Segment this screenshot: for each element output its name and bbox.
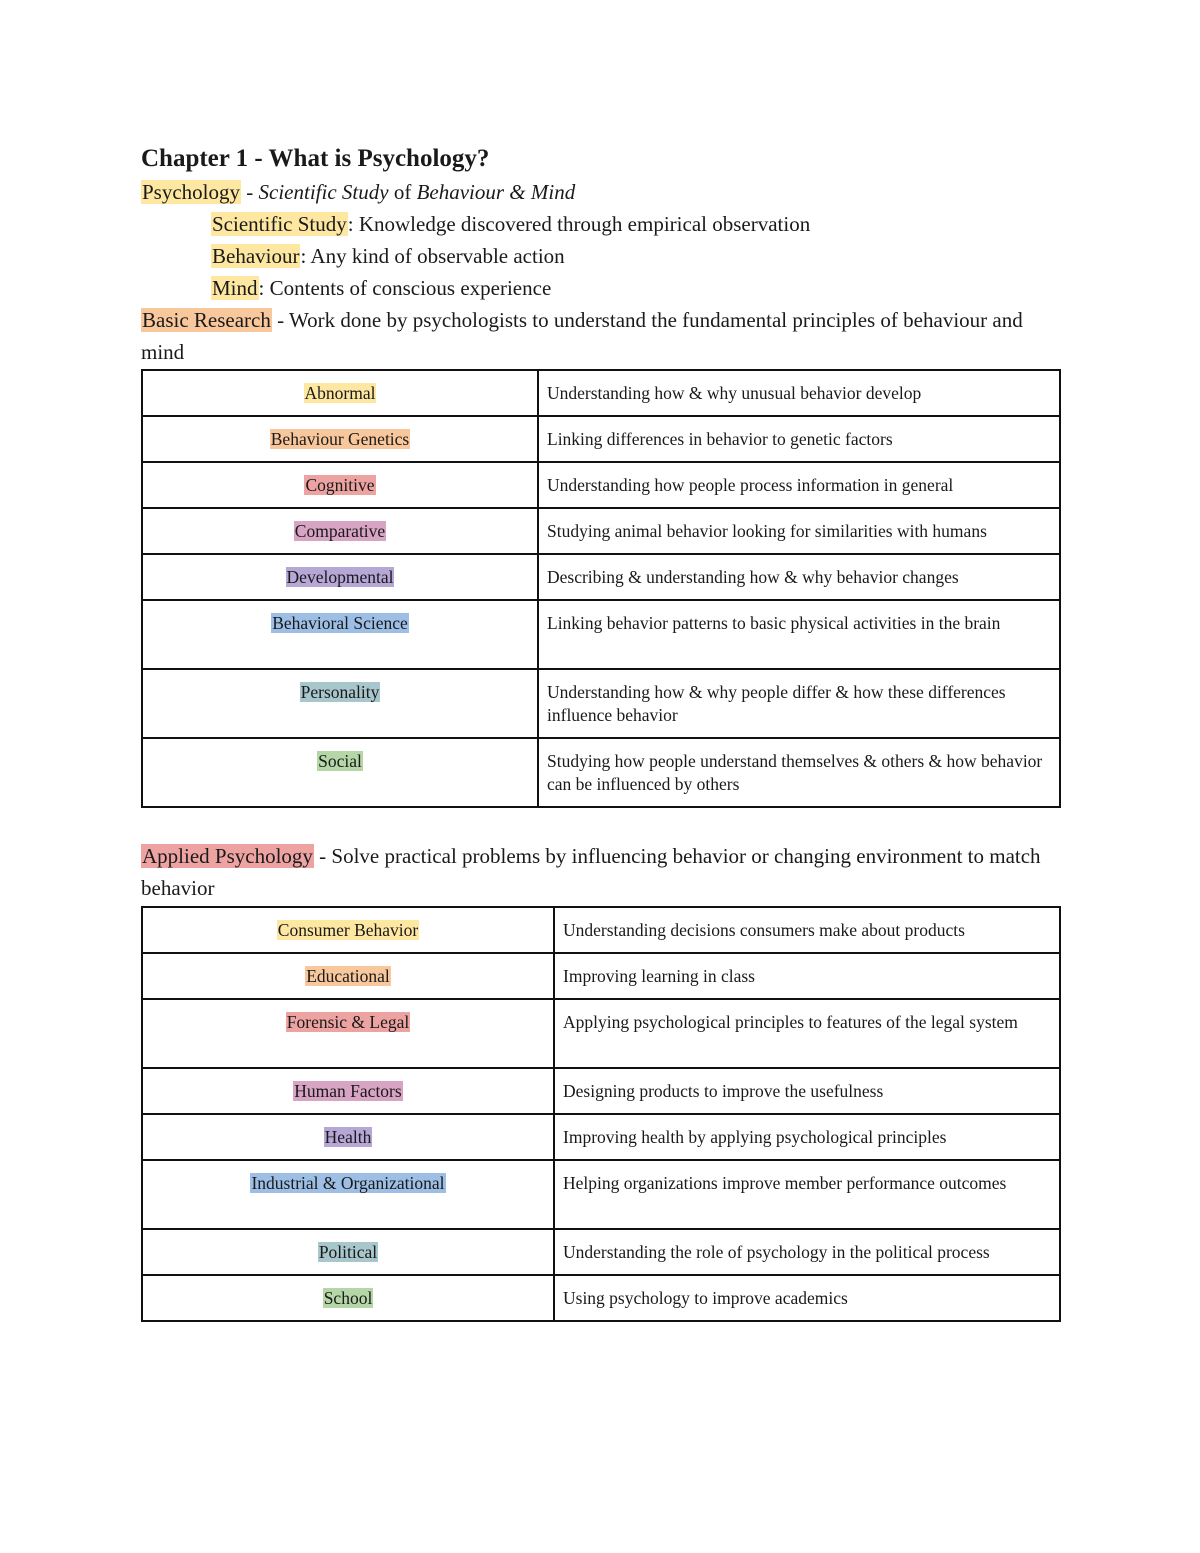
applied-psychology-heading (141, 840, 1061, 904)
table-cell-name (142, 508, 538, 554)
category-name: Health (324, 1127, 372, 1147)
chapter-title: Chapter 1 - What is Psychology? (141, 145, 490, 172)
basic-research-term-highlight: Basic Research (142, 308, 271, 332)
table-row (142, 1160, 1060, 1229)
table-cell-name (142, 999, 554, 1068)
basic-research-heading (141, 304, 1061, 368)
basic-research-description: - Work done by psychologists to understand the fundamental principles of behaviour and mind (141, 308, 1023, 364)
table-row (142, 953, 1060, 999)
table-row (142, 1229, 1060, 1275)
table-cell-description: Linking differences in behavior to genetic factors (538, 416, 1060, 462)
table-cell-name (142, 1160, 554, 1229)
definition-mind (141, 272, 1061, 304)
table-cell-description: Describing & understanding how & why behavior changes (538, 554, 1060, 600)
table-cell-description: Improving health by applying psychological principles (554, 1114, 1060, 1160)
table-cell-name (142, 1114, 554, 1160)
table-cell-description: Improving learning in class (554, 953, 1060, 999)
table-row (142, 999, 1060, 1068)
table-cell-name (142, 462, 538, 508)
category-name: School (323, 1288, 373, 1308)
psychology-term-highlight: Psychology (142, 180, 241, 204)
table-cell-description: Applying psychological principles to features of the legal system (554, 999, 1060, 1068)
definition-behaviour (141, 240, 1061, 272)
category-name: Consumer Behavior (277, 920, 419, 940)
table-row (142, 370, 1060, 416)
table-cell-description: Using psychology to improve academics (554, 1275, 1060, 1321)
table-cell-description: Studying animal behavior looking for similarities with humans (538, 508, 1060, 554)
table-cell-name (142, 416, 538, 462)
table-cell-description: Studying how people understand themselves & others & how behavior can be influenced by others (538, 738, 1060, 807)
applied-psychology-table (141, 906, 1061, 1322)
table-row (142, 907, 1060, 953)
table-row (142, 508, 1060, 554)
basic-research-table (141, 369, 1061, 808)
psychology-def-of: of (388, 180, 417, 204)
applied-psychology-description: - Solve practical problems by influencing behavior or changing environment to match behavior (141, 844, 1041, 900)
psychology-def-scientific-study: Scientific Study (258, 180, 389, 204)
table-cell-name (142, 1229, 554, 1275)
table-row (142, 600, 1060, 669)
table-cell-description: Understanding decisions consumers make about products (554, 907, 1060, 953)
category-name: Abnormal (304, 383, 376, 403)
table-cell-description: Understanding how & why unusual behavior develop (538, 370, 1060, 416)
definition-text: : Any kind of observable action (300, 244, 565, 268)
applied-psychology-term-highlight: Applied Psychology (142, 844, 313, 868)
definition-term-highlight: Mind (212, 276, 258, 300)
category-name: Educational (306, 966, 390, 986)
psychology-def-behaviour-mind: Behaviour & Mind (416, 180, 576, 204)
definition-term-highlight: Scientific Study (212, 212, 347, 236)
category-name: Human Factors (294, 1081, 402, 1101)
table-cell-name (142, 554, 538, 600)
table-cell-description: Linking behavior patterns to basic physical activities in the brain (538, 600, 1060, 669)
table-cell-description: Designing products to improve the usefulness (554, 1068, 1060, 1114)
definition-scientific-study (141, 208, 1061, 240)
definition-term-highlight: Behaviour (212, 244, 300, 268)
table-cell-name (142, 669, 538, 738)
table-row (142, 462, 1060, 508)
table-cell-description: Understanding the role of psychology in the political process (554, 1229, 1060, 1275)
category-name: Personality (300, 682, 380, 702)
table-cell-name (142, 370, 538, 416)
table-cell-name (142, 1068, 554, 1114)
table-row (142, 669, 1060, 738)
table-cell-name (142, 738, 538, 807)
table-cell-description: Helping organizations improve member performance outcomes (554, 1160, 1060, 1229)
table-row (142, 554, 1060, 600)
category-name: Political (318, 1242, 378, 1262)
table-row (142, 1068, 1060, 1114)
table-row (142, 738, 1060, 807)
table-row (142, 416, 1060, 462)
table-cell-name (142, 600, 538, 669)
table-cell-description: Understanding how & why people differ & how these differences influence behavior (538, 669, 1060, 738)
table-cell-name (142, 907, 554, 953)
table-cell-name (142, 1275, 554, 1321)
category-name: Industrial & Organizational (251, 1173, 445, 1193)
psychology-definition-line (141, 176, 1061, 208)
category-name: Comparative (294, 521, 386, 541)
category-name: Social (318, 751, 362, 771)
definition-text: : Contents of conscious experience (258, 276, 552, 300)
table-row (142, 1114, 1060, 1160)
psychology-dash: - (241, 180, 259, 204)
table-cell-description: Understanding how people process information in general (538, 462, 1060, 508)
table-row (142, 1275, 1060, 1321)
category-name: Cognitive (305, 475, 375, 495)
category-name: Behavioral Science (272, 613, 408, 633)
table-cell-name (142, 953, 554, 999)
category-name: Behaviour Genetics (270, 429, 410, 449)
section-spacer (141, 808, 1061, 840)
document-page (141, 142, 1061, 1322)
definition-text: : Knowledge discovered through empirical observation (347, 212, 811, 236)
category-name: Forensic & Legal (286, 1012, 410, 1032)
category-name: Developmental (286, 567, 394, 587)
